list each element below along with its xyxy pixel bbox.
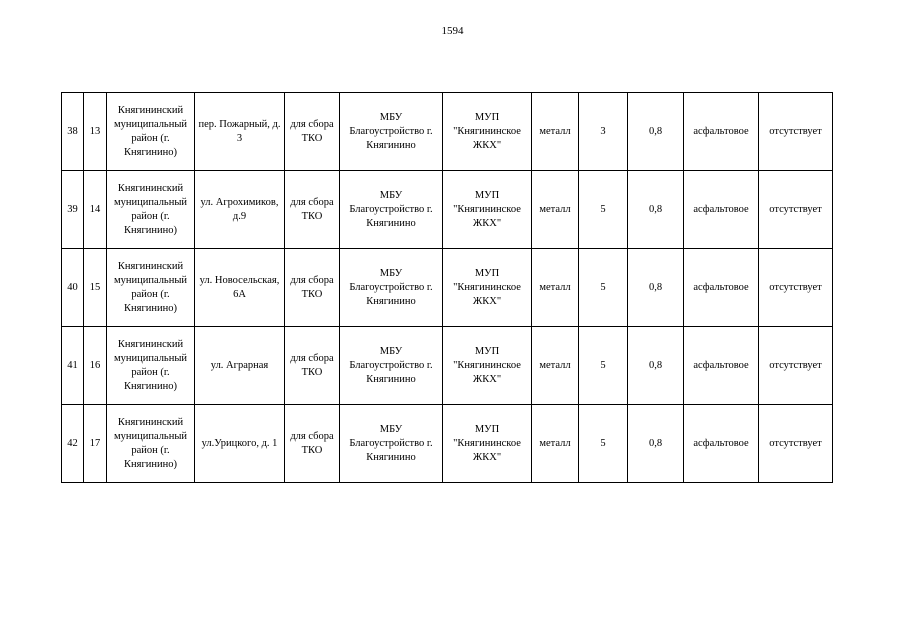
volume-cell: 0,8 xyxy=(628,405,684,483)
purpose-cell: для сбора ТКО xyxy=(285,405,340,483)
fence-cell: отсутствует xyxy=(759,249,833,327)
operator-cell: МУП "Княгининское ЖКХ" xyxy=(443,171,532,249)
district-cell: Княгининский муниципальный район (г. Княгинино) xyxy=(107,405,195,483)
district-cell: Княгининский муниципальный район (г. Княгинино) xyxy=(107,171,195,249)
table-row xyxy=(62,171,833,249)
purpose-cell: для сбора ТКО xyxy=(285,171,340,249)
row-number-cell: 41 xyxy=(62,327,84,405)
page-number: 1594 xyxy=(441,25,464,37)
purpose-cell: для сбора ТКО xyxy=(285,93,340,171)
count-cell: 5 xyxy=(579,171,628,249)
volume-cell: 0,8 xyxy=(628,93,684,171)
purpose-cell: для сбора ТКО xyxy=(285,249,340,327)
address-cell: ул. Новосельская, 6А xyxy=(195,249,285,327)
sub-number-cell: 15 xyxy=(84,249,107,327)
surface-cell: асфальтовое xyxy=(684,171,759,249)
fence-cell: отсутствует xyxy=(759,405,833,483)
operator-cell: МУП "Княгининское ЖКХ" xyxy=(443,249,532,327)
operator-cell: МУП "Княгининское ЖКХ" xyxy=(443,93,532,171)
volume-cell: 0,8 xyxy=(628,249,684,327)
material-cell: металл xyxy=(532,405,579,483)
material-cell: металл xyxy=(532,93,579,171)
volume-cell: 0,8 xyxy=(628,171,684,249)
address-cell: ул. Аграрная xyxy=(195,327,285,405)
district-cell: Княгининский муниципальный район (г. Княгинино) xyxy=(107,327,195,405)
fence-cell: отсутствует xyxy=(759,93,833,171)
sub-number-cell: 17 xyxy=(84,405,107,483)
address-cell: ул.Урицкого, д. 1 xyxy=(195,405,285,483)
table-row xyxy=(62,327,833,405)
owner-cell: МБУ Благоустройство г. Княгинино xyxy=(340,327,443,405)
district-cell: Княгининский муниципальный район (г. Княгинино) xyxy=(107,249,195,327)
table-row xyxy=(62,93,833,171)
row-number-cell: 42 xyxy=(62,405,84,483)
table-row xyxy=(62,249,833,327)
owner-cell: МБУ Благоустройство г. Княгинино xyxy=(340,171,443,249)
count-cell: 5 xyxy=(579,249,628,327)
address-cell: пер. Пожарный, д. 3 xyxy=(195,93,285,171)
fence-cell: отсутствует xyxy=(759,327,833,405)
surface-cell: асфальтовое xyxy=(684,93,759,171)
owner-cell: МБУ Благоустройство г. Княгинино xyxy=(340,405,443,483)
count-cell: 5 xyxy=(579,327,628,405)
owner-cell: МБУ Благоустройство г. Княгинино xyxy=(340,93,443,171)
table-row xyxy=(62,405,833,483)
material-cell: металл xyxy=(532,171,579,249)
sub-number-cell: 14 xyxy=(84,171,107,249)
material-cell: металл xyxy=(532,327,579,405)
sub-number-cell: 13 xyxy=(84,93,107,171)
volume-cell: 0,8 xyxy=(628,327,684,405)
district-cell: Княгининский муниципальный район (г. Княгинино) xyxy=(107,93,195,171)
operator-cell: МУП "Княгининское ЖКХ" xyxy=(443,327,532,405)
purpose-cell: для сбора ТКО xyxy=(285,327,340,405)
row-number-cell: 38 xyxy=(62,93,84,171)
owner-cell: МБУ Благоустройство г. Княгинино xyxy=(340,249,443,327)
surface-cell: асфальтовое xyxy=(684,249,759,327)
fence-cell: отсутствует xyxy=(759,171,833,249)
operator-cell: МУП "Княгининское ЖКХ" xyxy=(443,405,532,483)
row-number-cell: 39 xyxy=(62,171,84,249)
address-cell: ул. Агрохимиков, д.9 xyxy=(195,171,285,249)
registry-table xyxy=(61,92,833,483)
count-cell: 3 xyxy=(579,93,628,171)
count-cell: 5 xyxy=(579,405,628,483)
surface-cell: асфальтовое xyxy=(684,327,759,405)
sub-number-cell: 16 xyxy=(84,327,107,405)
surface-cell: асфальтовое xyxy=(684,405,759,483)
row-number-cell: 40 xyxy=(62,249,84,327)
material-cell: металл xyxy=(532,249,579,327)
